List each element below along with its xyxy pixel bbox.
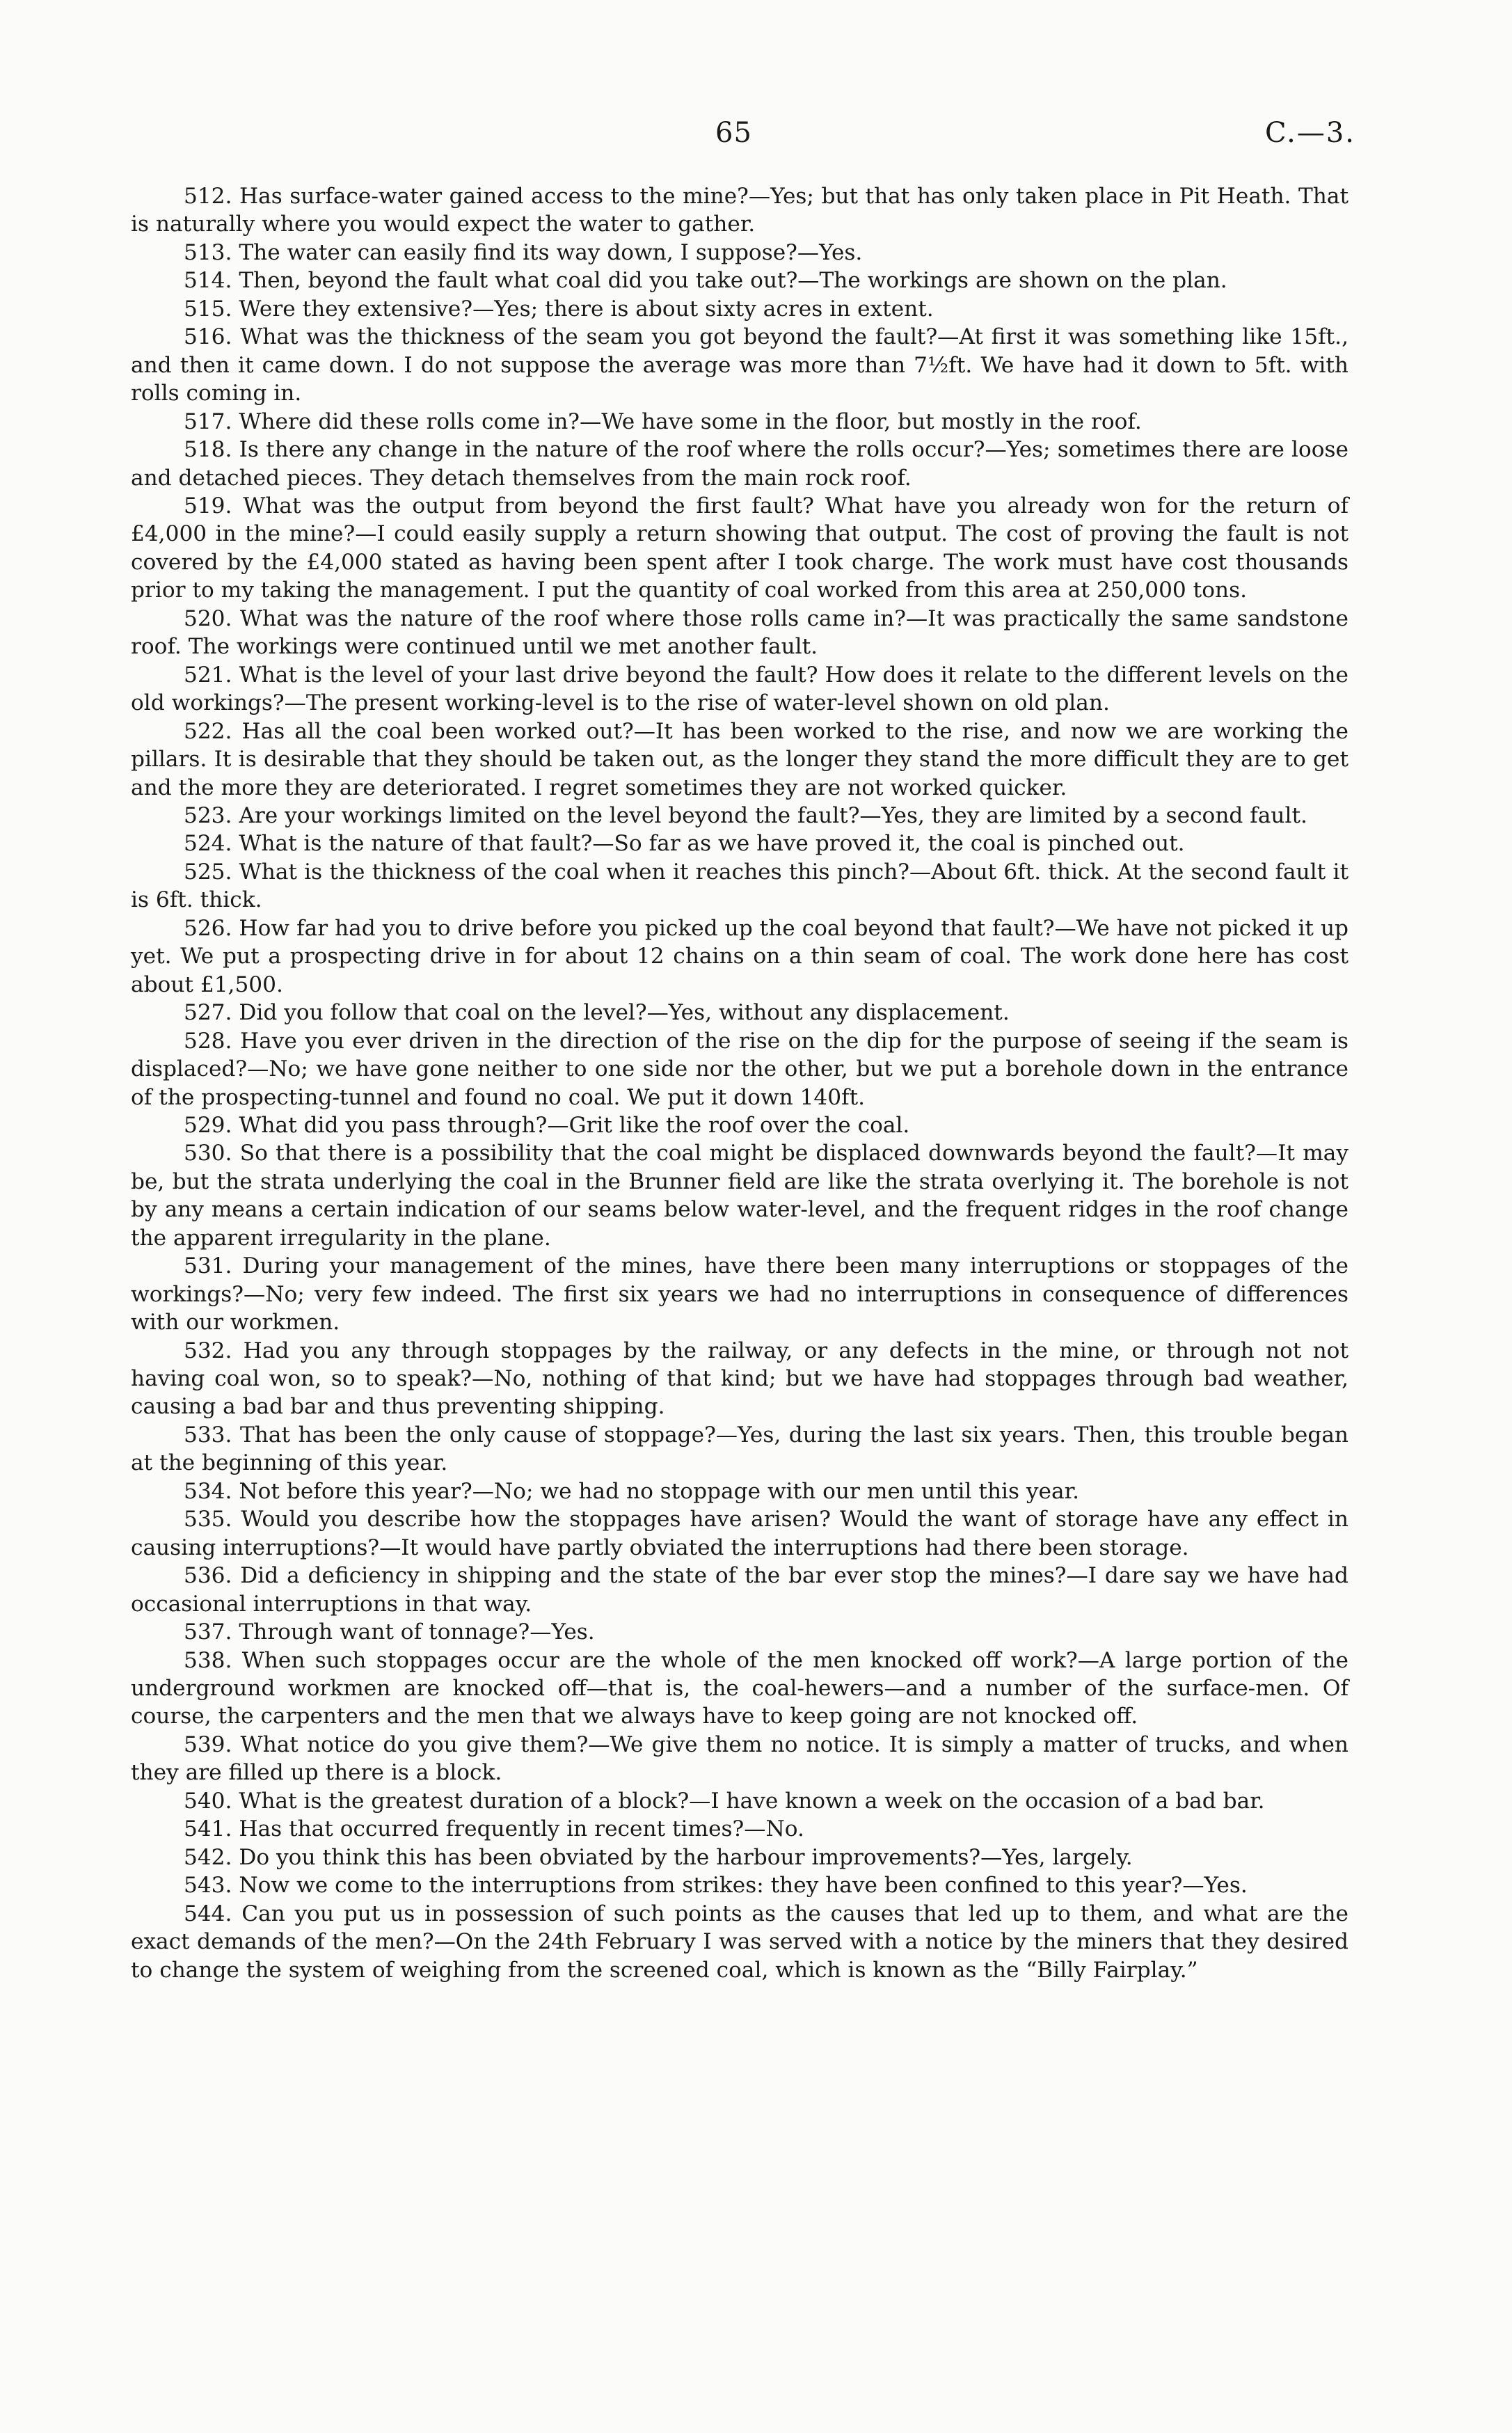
question-answer-523: 523. Are your workings limited on the level beyond the fault?—Yes, they are limited by a second fault.: [184, 802, 1307, 828]
question-answer-517: 517. Where did these rolls come in?—We have some in the floor, but mostly in the roof.: [184, 409, 1142, 434]
question-answer-538: 538. When such stoppages occur are the whole of the men knocked off work?—A large portion of the underground workmen are knocked off—that is, the coal-hewers—and a number of the surface-men. Of course, the carpenters and the men that we always have to keep going are not knocked off.: [131, 1647, 1348, 1729]
question-answer-542: 542. Do you think this has been obviated by the harbour improvements?—Yes, largely.: [184, 1844, 1133, 1870]
page-number: 65: [715, 117, 752, 149]
question-answer-537: 537. Through want of tonnage?—Yes.: [184, 1619, 595, 1645]
question-answer-534: 534. Not before this year?—No; we had no stoppage with our men until this year.: [184, 1478, 1080, 1504]
question-answer-536: 536. Did a deficiency in shipping and the state of the bar ever stop the mines?—I dare say we have had occasional interruptions in that way.: [131, 1563, 1348, 1617]
page-header: [0, 117, 1512, 159]
question-answer-525: 525. What is the thickness of the coal when it reaches this pinch?—About 6ft. thick. At the second fault it is 6ft. thick.: [131, 859, 1348, 913]
question-answer-514: 514. Then, beyond the fault what coal did you take out?—The workings are shown on the plan.: [184, 268, 1227, 294]
question-answer-532: 532. Had you any through stoppages by the railway, or any defects in the mine, or through not not having coal won, so to speak?—No, nothing of that kind; but we have had stoppages through bad weather, causing a bad bar and thus preventing shipping.: [131, 1338, 1348, 1420]
question-answer-540: 540. What is the greatest duration of a block?—I have known a week on the occasion of a bad bar.: [184, 1788, 1265, 1814]
series-reference: C.—3.: [1264, 117, 1355, 149]
question-answer-528: 528. Have you ever driven in the direction of the rise on the dip for the purpose of seeing if the seam is displaced?—No; we have gone neither to one side nor the other, but we put a borehole down in the entrance of the prospecting-tunnel and found no coal. We put it down 140ft.: [131, 1028, 1348, 1110]
question-answer-526: 526. How far had you to drive before you picked up the coal beyond that fault?—We have not picked it up yet. We put a prospecting drive in for about 12 chains on a thin seam of coal. The work done here has cost about £1,500.: [131, 915, 1348, 997]
question-answer-522: 522. Has all the coal been worked out?—It has been worked to the rise, and now we are working the pillars. It is desirable that they should be taken out, as the longer they stand the more difficult they are to get and the more they are deteriorated. I regret sometimes they are not worked quicker.: [131, 718, 1348, 800]
question-answer-535: 535. Would you describe how the stoppages have arisen? Would the want of storage have any effect in causing interruptions?—It would have partly obviated the interruptions had there been storage.: [131, 1507, 1348, 1560]
question-answer-530: 530. So that there is a possibility that the coal might be displaced downwards beyond the fault?—It may be, but the strata underlying the coal in the Brunner field are like the strata overlying it. The borehole is not by any means a certain indication of our seams below water-level, and the frequent ridges in the roof change the apparent irregularity in the plane.: [131, 1141, 1348, 1251]
question-answer-513: 513. The water can easily find its way down, I suppose?—Yes.: [184, 239, 863, 265]
question-answer-524: 524. What is the nature of that fault?—So far as we have proved it, the coal is pinched out.: [184, 831, 1185, 857]
evidence-body: [131, 182, 1348, 1984]
question-answer-541: 541. Has that occurred frequently in recent times?—No.: [184, 1816, 804, 1842]
question-answer-544: 544. Can you put us in possession of such points as the causes that led up to them, and what are the exact demands of the men?—On the 24th February I was served with a notice by the miners that they desired to change the system of weighing from the screened coal, which is known as the “Billy Fairplay.”: [131, 1901, 1348, 1983]
question-answer-515: 515. Were they extensive?—Yes; there is about sixty acres in extent.: [184, 296, 934, 322]
question-answer-516: 516. What was the thickness of the seam you got beyond the fault?—At first it was something like 15ft., and then it came down. I do not suppose the average was more than 7½ft. We have had it down to 5ft. with rolls coming in.: [131, 324, 1348, 406]
question-answer-533: 533. That has been the only cause of stoppage?—Yes, during the last six years. Then, this trouble began at the beginning of this year.: [131, 1422, 1348, 1476]
question-answer-527: 527. Did you follow that coal on the level?—Yes, without any displacement.: [184, 1000, 1010, 1026]
question-answer-519: 519. What was the output from beyond the first fault? What have you already won for the return of £4,000 in the mine?—I could easily supply a return showing that output. The cost of proving the fault is not covered by the £4,000 stated as having been spent after I took charge. The work must have cost thousands prior to my taking the management. I put the quantity of coal worked from this area at 250,000 tons.: [131, 493, 1348, 603]
question-answer-521: 521. What is the level of your last drive beyond the fault? How does it relate to the different levels on the old workings?—The present working-level is to the rise of water-level shown on old plan.: [131, 662, 1348, 716]
question-answer-520: 520. What was the nature of the roof where those rolls came in?—It was practically the same sandstone roof. The workings were continued until we met another fault.: [131, 605, 1348, 660]
question-answer-512: 512. Has surface-water gained access to the mine?—Yes; but that has only taken place in Pit Heath. That is naturally where you would expect the water to gather.: [131, 184, 1348, 237]
question-answer-539: 539. What notice do you give them?—We give them no notice. It is simply a matter of trucks, and when they are filled up there is a block.: [131, 1731, 1348, 1786]
question-answer-518: 518. Is there any change in the nature of the roof where the rolls occur?—Yes; sometimes there are loose and detached pieces. They detach themselves from the main rock roof.: [131, 437, 1348, 491]
question-answer-529: 529. What did you pass through?—Grit like the roof over the coal.: [184, 1112, 910, 1138]
question-answer-531: 531. During your management of the mines, have there been many interruptions or stoppages of the workings?—No; very few indeed. The first six years we had no interruptions in consequence of differences with our workmen.: [131, 1253, 1348, 1336]
question-answer-543: 543. Now we come to the interruptions from strikes: they have been confined to this year?—Yes.: [184, 1873, 1248, 1899]
